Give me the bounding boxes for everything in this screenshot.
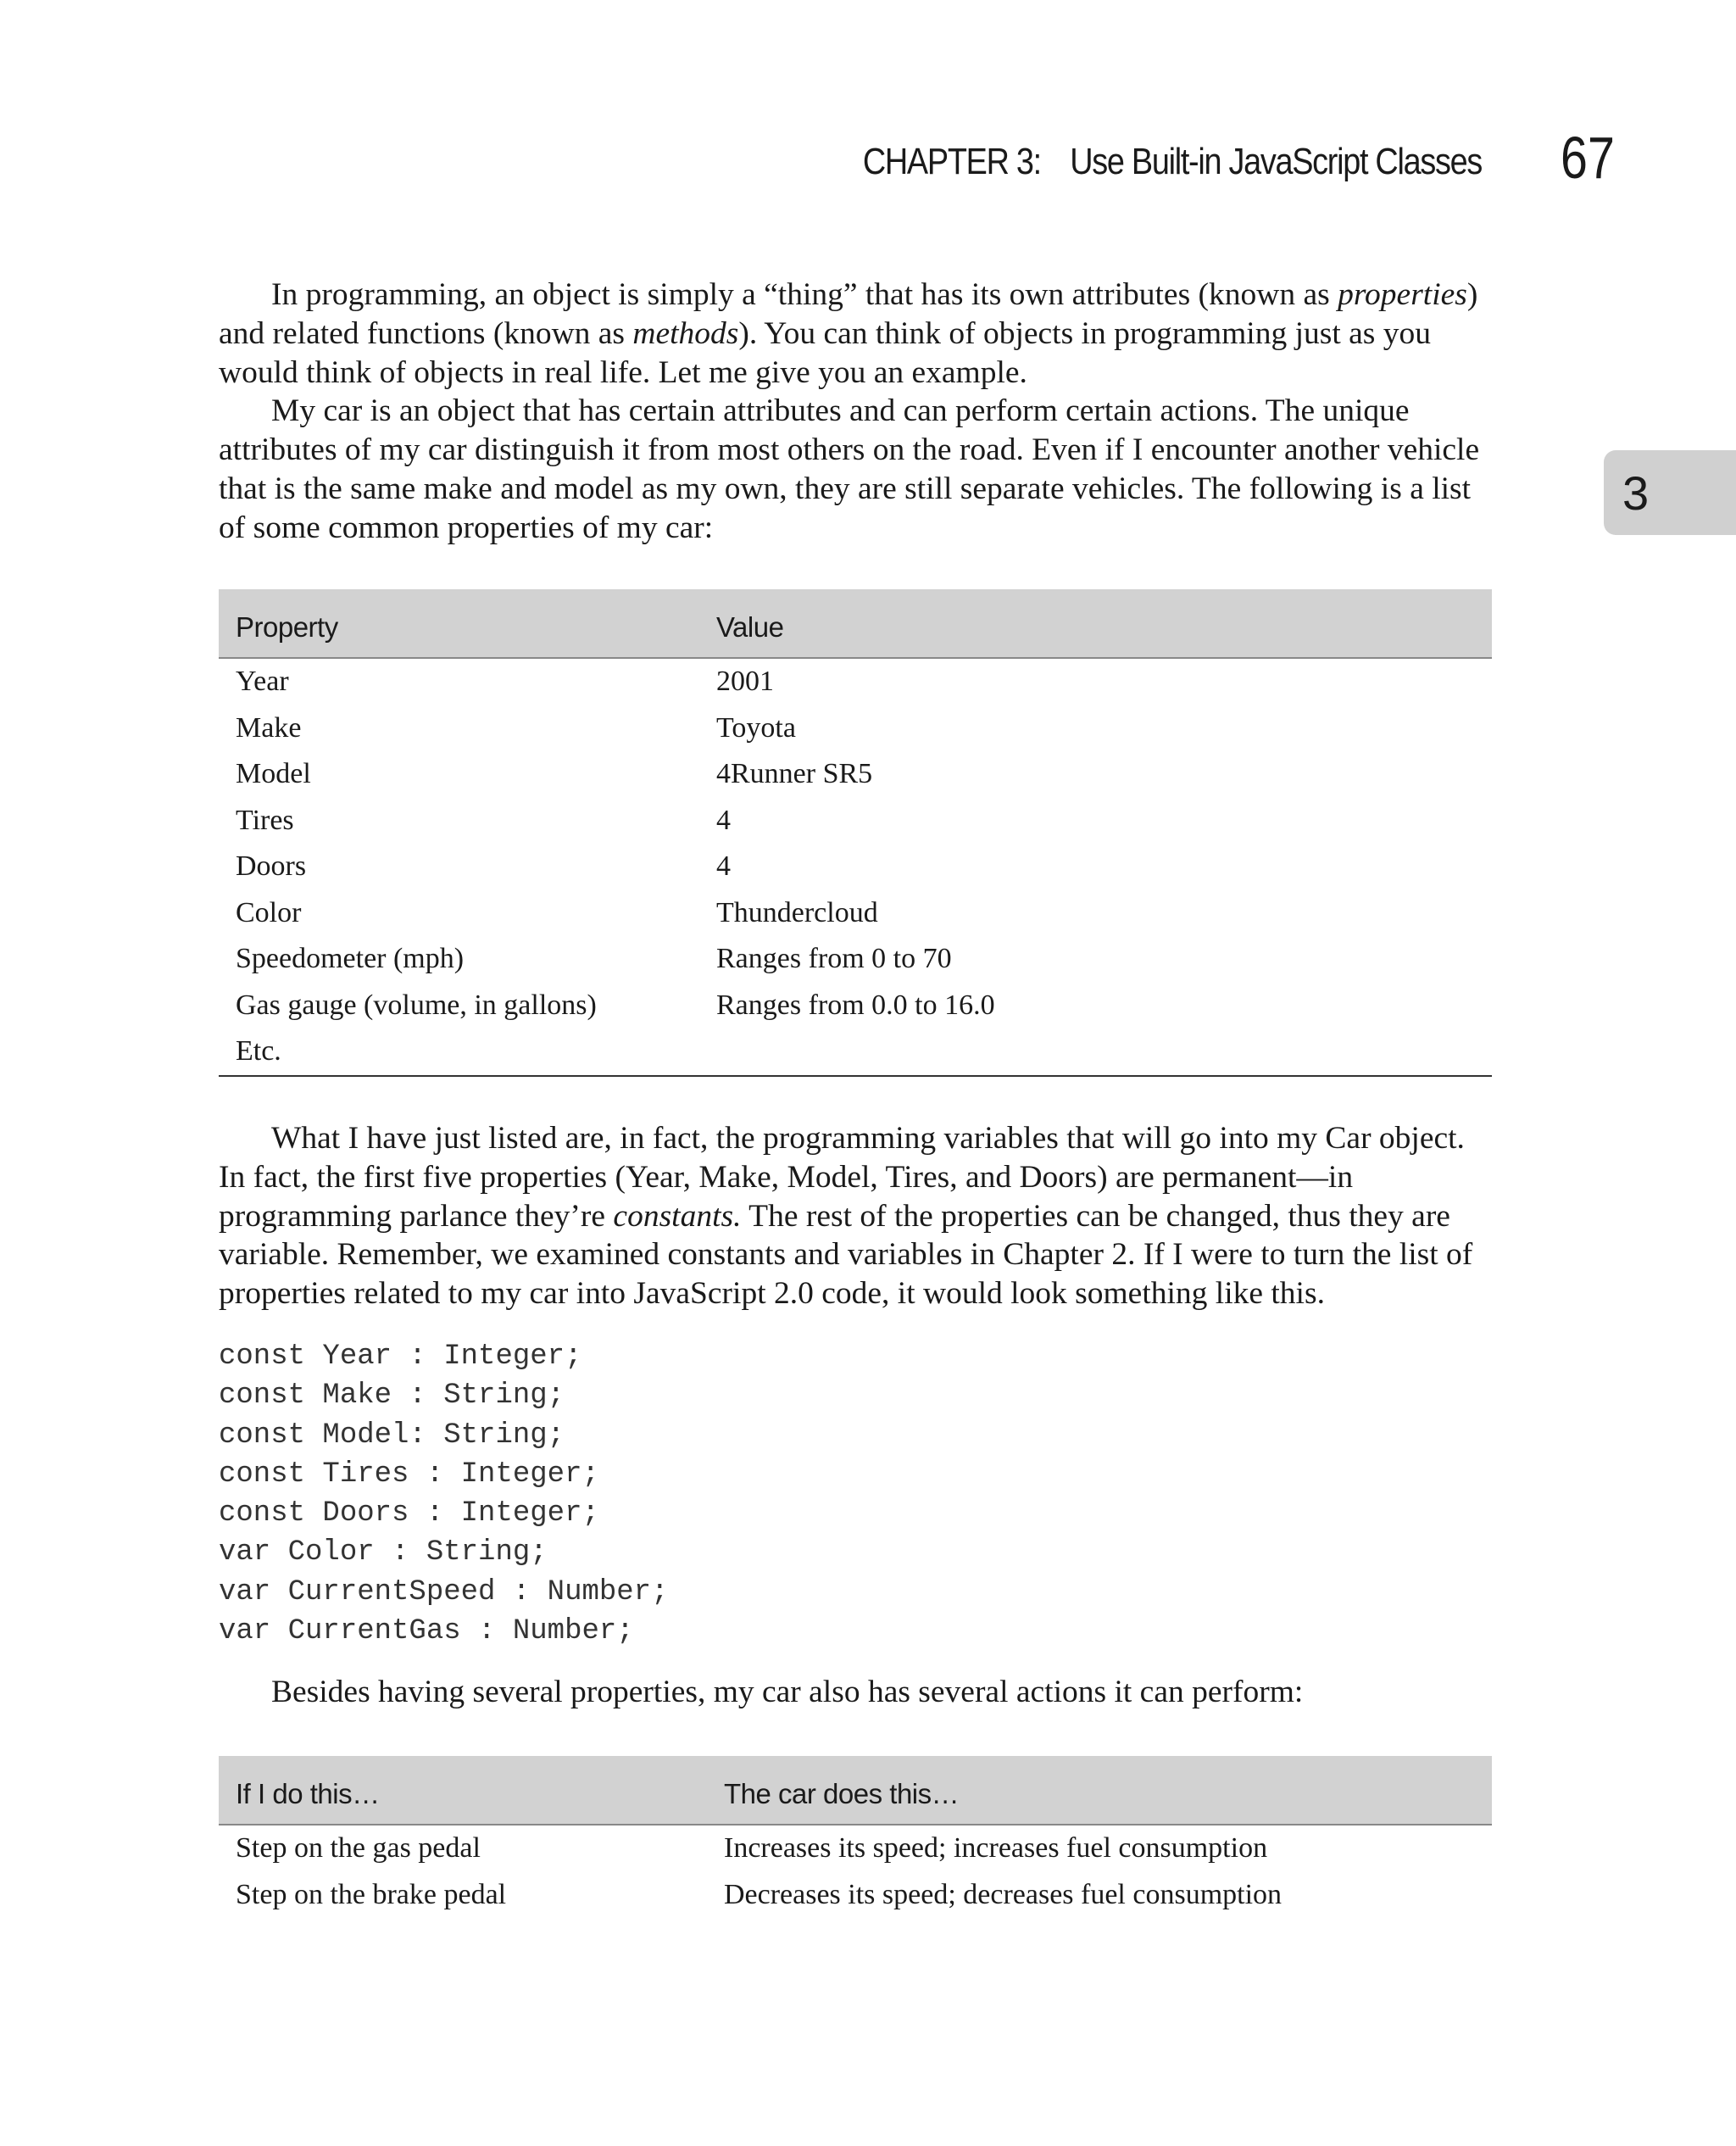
p3-text-b: The rest of the properties can be changed, thus they are variable. Remember, we examined constants and variables in Chapter 2. If I were to turn the list of properties related to my car into JavaScript 2.0 code, it would look something like this. [219,1198,1473,1312]
chapter-label: CHAPTER 3: [862,141,1041,182]
paragraph-objects-intro [219,276,1492,392]
paragraph-variables [219,1119,1492,1313]
cell-value: 4 [716,850,731,883]
table-row [219,1825,1492,1872]
table-row [219,658,1492,705]
code-line: var CurrentGas : Number; [219,1615,634,1648]
constants-section [219,1119,1492,1313]
cell-value: Toyota [716,711,796,744]
cell-property: Speedometer (mph) [236,943,465,975]
p1-emphasis-properties: properties [1338,277,1467,312]
cell-action: Step on the gas pedal [236,1832,481,1865]
table-row [219,983,1492,1029]
cell-property: Year [236,666,289,698]
cell-value: Ranges from 0.0 to 16.0 [716,989,995,1021]
intro-section [219,276,1492,548]
p1-text-a: In programming, an object is simply a “thing” that has its own attributes (known as [271,277,1338,312]
cell-action: Step on the brake pedal [236,1878,507,1910]
cell-property: Make [236,711,302,744]
thumb-tab-label: 3 [1622,465,1650,520]
cell-value: 4Runner SR5 [716,758,873,790]
properties-table-section [219,589,1492,1077]
code-line: const Model: String; [219,1419,565,1452]
cell-value: Ranges from 0 to 70 [716,943,952,975]
table-row [219,798,1492,844]
p1-text-c: ). You can think of objects in programming just as you would think of objects in real life. Let me give you an example. [219,315,1432,390]
actions-intro-section [219,1673,1492,1712]
code-line: const Doors : Integer; [219,1497,599,1530]
cell-property: Gas gauge (volume, in gallons) [236,989,597,1021]
table-row [219,1028,1492,1076]
cell-property: Doors [236,850,307,883]
table-row [219,1872,1492,1919]
column-header-result: The car does this… [707,1756,1492,1825]
cell-value: 2001 [716,666,774,698]
properties-table [219,589,1492,1077]
table-row [219,844,1492,890]
cell-property: Tires [236,804,294,836]
table-header-row [219,1756,1492,1825]
actions-table [219,1756,1492,1918]
page-header [0,117,1736,193]
code-listing [219,1337,1492,1651]
table-row [219,890,1492,937]
chapter-thumb-tab [1604,450,1736,535]
p1-emphasis-methods: methods [632,315,739,351]
code-line: const Make : String; [219,1380,565,1413]
cell-property: Color [236,896,302,928]
column-header-property: Property [219,589,699,658]
p1-text-b: ) and related functions (known as [219,277,1478,351]
code-line: var Color : String; [219,1536,548,1569]
chapter-title: Use Built-in JavaScript Classes [1070,141,1482,182]
table-row [219,936,1492,983]
paragraph-my-car: My car is an object that has certain attributes and can perform certain actions. The unique attributes of my car distinguish it from most others on the road. Even if I encounter another vehicle that is the same make and model as my own, they are still separate vehicles. The following is a list of some common properties of my car: [219,393,1480,545]
cell-result: Decreases its speed; decreases fuel consumption [724,1878,1283,1910]
actions-table-section [219,1756,1492,1918]
code-line: var CurrentSpeed : Number; [219,1575,669,1608]
code-line: const Year : Integer; [219,1341,582,1373]
p3-text-a: What I have just listed are, in fact, the programming variables that will go into my Car object. In fact, the first five properties (Year, Make, Model, Tires, and Doors) are permanent—in programming parlance they’re [219,1121,1465,1234]
table-row [219,751,1492,798]
paragraph-actions: Besides having several properties, my car also has several actions it can perform: [271,1675,1304,1709]
cell-value: 4 [716,804,731,836]
code-line: const Tires : Integer; [219,1458,599,1491]
code-block [219,1337,1492,1651]
page-number: 67 [1561,125,1615,191]
column-header-action: If I do this… [219,1756,707,1825]
cell-property: Model [236,758,311,790]
table-row [219,705,1492,752]
running-head [863,141,1482,183]
cell-value [699,1028,1492,1076]
column-header-value: Value [699,589,1492,658]
p3-emphasis-constants: constants. [613,1198,742,1234]
cell-property: Etc. [236,1035,281,1067]
cell-result: Increases its speed; increases fuel consumption [724,1832,1268,1865]
table-header-row [219,589,1492,658]
cell-value: Thundercloud [716,896,878,928]
